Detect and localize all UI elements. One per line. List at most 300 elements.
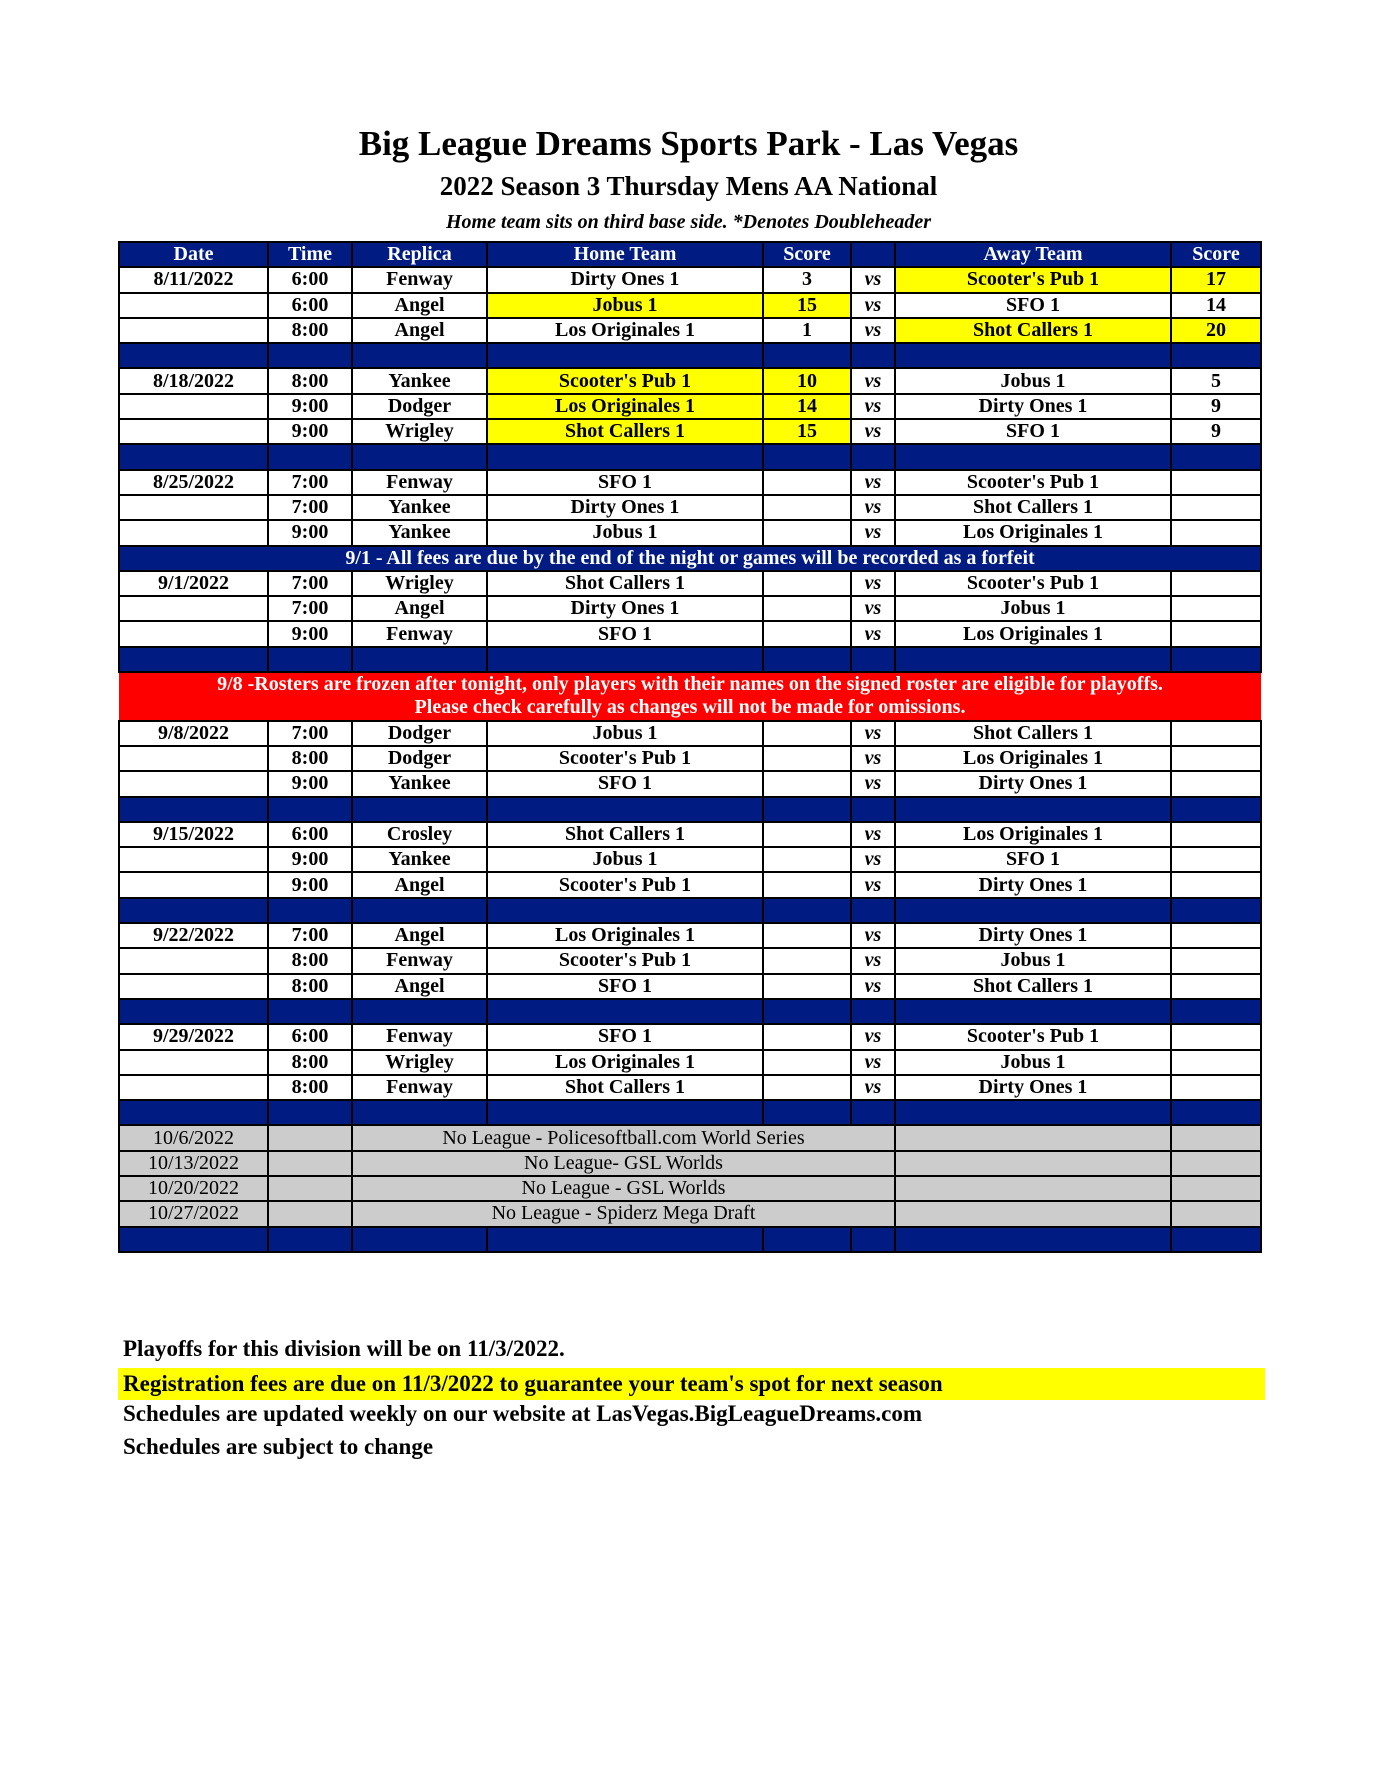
page-subtitle: 2022 Season 3 Thursday Mens AA National [439, 171, 938, 201]
separator-cell [268, 999, 352, 1024]
column-header-home-team: Home Team [487, 242, 763, 267]
away-team: Dirty Ones 1 [895, 923, 1171, 948]
week-separator-row [119, 444, 1261, 469]
game-date [119, 621, 268, 646]
away-team: Los Originales 1 [895, 621, 1171, 646]
registration-note: Registration fees are due on 11/3/2022 to guarantee your team's spot for next season [118, 1368, 1265, 1400]
separator-cell [352, 1100, 487, 1125]
fees-notice-row [119, 546, 1261, 571]
separator-cell [268, 797, 352, 822]
game-row [119, 771, 1261, 796]
week-separator-row [119, 999, 1261, 1024]
home-team: SFO 1 [487, 974, 763, 999]
website-note-text: Schedules are updated weekly on our website at LasVegas.BigLeagueDreams.com [123, 1401, 923, 1426]
game-time: 6:00 [268, 293, 352, 318]
away-score: 20 [1171, 318, 1261, 343]
separator-cell [895, 999, 1171, 1024]
separator-cell [119, 444, 268, 469]
home-score [763, 822, 851, 847]
home-score [763, 520, 851, 545]
separator-cell [1171, 647, 1261, 672]
game-time: 9:00 [268, 520, 352, 545]
separator-cell [487, 343, 763, 368]
separator-cell [895, 444, 1171, 469]
column-header-away-team: Away Team [895, 242, 1171, 267]
separator-cell [1171, 999, 1261, 1024]
versus-label: vs [851, 948, 895, 973]
separator-cell [851, 1227, 895, 1252]
separator-cell [487, 797, 763, 822]
game-date: 9/22/2022 [119, 923, 268, 948]
away-score [1171, 571, 1261, 596]
game-replica-field: Fenway [352, 267, 487, 292]
home-team: Los Originales 1 [487, 318, 763, 343]
away-score [1171, 621, 1261, 646]
game-time: 7:00 [268, 923, 352, 948]
game-time: 8:00 [268, 1050, 352, 1075]
week-separator-row [119, 1100, 1261, 1125]
game-row [119, 1075, 1261, 1100]
away-score [1171, 872, 1261, 897]
game-replica-field: Angel [352, 318, 487, 343]
game-row [119, 621, 1261, 646]
roster-notice: Please check carefully as changes will not be made for omissions. [119, 696, 1261, 720]
game-time: 7:00 [268, 470, 352, 495]
versus-label: vs [851, 1075, 895, 1100]
home-score [763, 771, 851, 796]
game-row [119, 948, 1261, 973]
game-replica-field: Fenway [352, 470, 487, 495]
away-team: Los Originales 1 [895, 822, 1171, 847]
away-team: SFO 1 [895, 419, 1171, 444]
game-date [119, 847, 268, 872]
home-team: Shot Callers 1 [487, 571, 763, 596]
game-time: 8:00 [268, 318, 352, 343]
away-score [1171, 771, 1261, 796]
separator-cell [487, 898, 763, 923]
game-row [119, 571, 1261, 596]
away-team: Dirty Ones 1 [895, 1075, 1171, 1100]
roster-notice-row [119, 672, 1261, 696]
away-team: SFO 1 [895, 847, 1171, 872]
no-league-time [268, 1201, 352, 1226]
separator-cell [851, 898, 895, 923]
separator-cell [851, 999, 895, 1024]
versus-label: vs [851, 621, 895, 646]
home-team: Dirty Ones 1 [487, 495, 763, 520]
separator-cell [895, 898, 1171, 923]
column-header-time: Time [268, 242, 352, 267]
separator-cell [352, 898, 487, 923]
game-date [119, 596, 268, 621]
separator-cell [268, 1100, 352, 1125]
separator-cell [487, 1227, 763, 1252]
home-score: 10 [763, 368, 851, 393]
game-row [119, 1050, 1261, 1075]
separator-cell [487, 1100, 763, 1125]
separator-cell [763, 343, 851, 368]
home-team: Scooter's Pub 1 [487, 368, 763, 393]
separator-cell [352, 343, 487, 368]
game-replica-field: Fenway [352, 948, 487, 973]
no-league-time [268, 1125, 352, 1150]
separator-cell [119, 898, 268, 923]
separator-cell [1171, 1100, 1261, 1125]
away-score: 17 [1171, 267, 1261, 292]
home-team: Los Originales 1 [487, 1050, 763, 1075]
home-team: Scooter's Pub 1 [487, 948, 763, 973]
column-header-vs [851, 242, 895, 267]
separator-cell [119, 797, 268, 822]
home-team: SFO 1 [487, 1024, 763, 1049]
game-time: 9:00 [268, 771, 352, 796]
separator-cell [895, 797, 1171, 822]
fees-notice: 9/1 - All fees are due by the end of the night or games will be recorded as a forfeit [119, 546, 1261, 571]
game-replica-field: Wrigley [352, 571, 487, 596]
versus-label: vs [851, 470, 895, 495]
game-replica-field: Yankee [352, 520, 487, 545]
home-team: Dirty Ones 1 [487, 596, 763, 621]
column-header-date: Date [119, 242, 268, 267]
playoffs-note [118, 1336, 1260, 1362]
away-team: Jobus 1 [895, 596, 1171, 621]
home-team: Scooter's Pub 1 [487, 746, 763, 771]
home-team: SFO 1 [487, 771, 763, 796]
game-date [119, 746, 268, 771]
game-row [119, 746, 1261, 771]
away-score: 9 [1171, 394, 1261, 419]
separator-cell [763, 898, 851, 923]
game-time: 9:00 [268, 394, 352, 419]
versus-label: vs [851, 847, 895, 872]
home-team: SFO 1 [487, 621, 763, 646]
game-replica-field: Fenway [352, 1024, 487, 1049]
website-note [118, 1401, 1260, 1427]
separator-cell [1171, 797, 1261, 822]
home-team: Jobus 1 [487, 721, 763, 746]
roster-notice-row [119, 696, 1261, 720]
away-team: Dirty Ones 1 [895, 771, 1171, 796]
separator-cell [352, 444, 487, 469]
home-score [763, 495, 851, 520]
week-separator-row [119, 1227, 1261, 1252]
away-score [1171, 847, 1261, 872]
no-league-away [895, 1125, 1171, 1150]
game-time: 6:00 [268, 1024, 352, 1049]
home-score [763, 721, 851, 746]
no-league-date: 10/6/2022 [119, 1125, 268, 1150]
away-score [1171, 1050, 1261, 1075]
separator-cell [119, 647, 268, 672]
away-team: Scooter's Pub 1 [895, 470, 1171, 495]
game-time: 8:00 [268, 368, 352, 393]
game-time: 9:00 [268, 847, 352, 872]
no-league-text: No League- GSL Worlds [352, 1151, 895, 1176]
no-league-date: 10/13/2022 [119, 1151, 268, 1176]
game-date: 9/29/2022 [119, 1024, 268, 1049]
home-team: Jobus 1 [487, 847, 763, 872]
game-replica-field: Wrigley [352, 419, 487, 444]
game-replica-field: Dodger [352, 394, 487, 419]
versus-label: vs [851, 571, 895, 596]
versus-label: vs [851, 721, 895, 746]
away-team: SFO 1 [895, 293, 1171, 318]
no-league-row [119, 1176, 1261, 1201]
column-header-replica: Replica [352, 242, 487, 267]
game-time: 7:00 [268, 571, 352, 596]
week-separator-row [119, 343, 1261, 368]
game-date [119, 771, 268, 796]
page-note: Home team sits on third base side. *Denotes Doubleheader [446, 211, 931, 233]
home-team: Scooter's Pub 1 [487, 872, 763, 897]
game-date: 9/8/2022 [119, 721, 268, 746]
separator-cell [895, 647, 1171, 672]
game-row [119, 318, 1261, 343]
away-score [1171, 596, 1261, 621]
separator-cell [851, 1100, 895, 1125]
game-date [119, 520, 268, 545]
away-score [1171, 1075, 1261, 1100]
no-league-text: No League - Policesoftball.com World Series [352, 1125, 895, 1150]
versus-label: vs [851, 318, 895, 343]
game-row [119, 822, 1261, 847]
game-row [119, 267, 1261, 292]
game-time: 6:00 [268, 822, 352, 847]
game-row [119, 721, 1261, 746]
separator-cell [763, 1100, 851, 1125]
game-date: 9/15/2022 [119, 822, 268, 847]
game-date [119, 974, 268, 999]
home-score [763, 1024, 851, 1049]
versus-label: vs [851, 822, 895, 847]
separator-cell [763, 999, 851, 1024]
game-date [119, 1075, 268, 1100]
game-replica-field: Angel [352, 974, 487, 999]
game-replica-field: Angel [352, 293, 487, 318]
away-team: Jobus 1 [895, 948, 1171, 973]
away-team: Shot Callers 1 [895, 495, 1171, 520]
game-date [119, 419, 268, 444]
away-score [1171, 721, 1261, 746]
game-date: 8/11/2022 [119, 267, 268, 292]
game-date [119, 1050, 268, 1075]
game-date: 9/1/2022 [119, 571, 268, 596]
separator-cell [1171, 1227, 1261, 1252]
away-score: 9 [1171, 419, 1261, 444]
away-team: Shot Callers 1 [895, 721, 1171, 746]
away-team: Scooter's Pub 1 [895, 267, 1171, 292]
away-score [1171, 974, 1261, 999]
away-team: Dirty Ones 1 [895, 872, 1171, 897]
versus-label: vs [851, 267, 895, 292]
game-row [119, 974, 1261, 999]
home-score [763, 974, 851, 999]
game-replica-field: Dodger [352, 721, 487, 746]
home-team: SFO 1 [487, 470, 763, 495]
game-date [119, 948, 268, 973]
home-score: 1 [763, 318, 851, 343]
home-score: 14 [763, 394, 851, 419]
home-team: Jobus 1 [487, 293, 763, 318]
versus-label: vs [851, 923, 895, 948]
away-team: Scooter's Pub 1 [895, 571, 1171, 596]
roster-notice: 9/8 -Rosters are frozen after tonight, only players with their names on the signed roster are eligible for playoffs. [119, 672, 1261, 696]
game-replica-field: Angel [352, 923, 487, 948]
no-league-row [119, 1201, 1261, 1226]
game-replica-field: Crosley [352, 822, 487, 847]
playoffs-note-text: Playoffs for this division will be on 11/3/2022. [123, 1336, 565, 1361]
no-league-away [895, 1176, 1171, 1201]
game-time: 8:00 [268, 746, 352, 771]
home-score [763, 923, 851, 948]
separator-cell [851, 343, 895, 368]
separator-cell [268, 343, 352, 368]
home-score [763, 1075, 851, 1100]
game-replica-field: Angel [352, 596, 487, 621]
away-team: Jobus 1 [895, 368, 1171, 393]
game-row [119, 596, 1261, 621]
home-team: Shot Callers 1 [487, 822, 763, 847]
game-replica-field: Yankee [352, 771, 487, 796]
away-score [1171, 923, 1261, 948]
separator-cell [1171, 898, 1261, 923]
versus-label: vs [851, 419, 895, 444]
versus-label: vs [851, 495, 895, 520]
separator-cell [268, 647, 352, 672]
no-league-date: 10/27/2022 [119, 1201, 268, 1226]
game-date [119, 872, 268, 897]
separator-cell [119, 1100, 268, 1125]
no-league-away [895, 1151, 1171, 1176]
week-separator-row [119, 797, 1261, 822]
game-time: 9:00 [268, 419, 352, 444]
versus-label: vs [851, 1024, 895, 1049]
game-time: 8:00 [268, 948, 352, 973]
away-score [1171, 822, 1261, 847]
home-score [763, 596, 851, 621]
change-note [118, 1434, 1260, 1460]
game-replica-field: Fenway [352, 1075, 487, 1100]
game-time: 7:00 [268, 495, 352, 520]
game-row [119, 394, 1261, 419]
no-league-date: 10/20/2022 [119, 1176, 268, 1201]
away-score [1171, 495, 1261, 520]
versus-label: vs [851, 771, 895, 796]
away-score [1171, 1024, 1261, 1049]
separator-cell [851, 647, 895, 672]
no-league-score [1171, 1125, 1261, 1150]
away-score [1171, 520, 1261, 545]
home-score [763, 847, 851, 872]
separator-cell [487, 647, 763, 672]
game-time: 7:00 [268, 596, 352, 621]
no-league-time [268, 1176, 352, 1201]
versus-label: vs [851, 596, 895, 621]
change-note-text: Schedules are subject to change [123, 1434, 434, 1459]
versus-label: vs [851, 974, 895, 999]
separator-cell [268, 1227, 352, 1252]
versus-label: vs [851, 368, 895, 393]
separator-cell [895, 343, 1171, 368]
game-date: 8/25/2022 [119, 470, 268, 495]
separator-cell [763, 1227, 851, 1252]
home-team: Los Originales 1 [487, 394, 763, 419]
separator-cell [487, 444, 763, 469]
versus-label: vs [851, 394, 895, 419]
no-league-score [1171, 1151, 1261, 1176]
separator-cell [1171, 444, 1261, 469]
home-score: 3 [763, 267, 851, 292]
game-row [119, 293, 1261, 318]
away-team: Dirty Ones 1 [895, 394, 1171, 419]
schedule-table [118, 241, 1262, 1253]
game-date [119, 293, 268, 318]
home-score [763, 621, 851, 646]
separator-cell [352, 1227, 487, 1252]
page-title: Big League Dreams Sports Park - Las Vegas [358, 124, 1019, 163]
game-row [119, 923, 1261, 948]
home-team: Jobus 1 [487, 520, 763, 545]
versus-label: vs [851, 293, 895, 318]
no-league-score [1171, 1176, 1261, 1201]
away-team: Shot Callers 1 [895, 318, 1171, 343]
game-replica-field: Yankee [352, 368, 487, 393]
game-row [119, 495, 1261, 520]
schedule-body [119, 267, 1261, 1252]
away-team: Los Originales 1 [895, 746, 1171, 771]
separator-cell [352, 999, 487, 1024]
game-date [119, 394, 268, 419]
home-score [763, 470, 851, 495]
game-row [119, 419, 1261, 444]
no-league-away [895, 1201, 1171, 1226]
separator-cell [268, 898, 352, 923]
separator-cell [352, 647, 487, 672]
separator-cell [763, 797, 851, 822]
home-team: Shot Callers 1 [487, 1075, 763, 1100]
game-row [119, 368, 1261, 393]
versus-label: vs [851, 520, 895, 545]
home-score [763, 746, 851, 771]
separator-cell [119, 343, 268, 368]
game-time: 7:00 [268, 721, 352, 746]
separator-cell [119, 1227, 268, 1252]
game-row [119, 872, 1261, 897]
game-replica-field: Dodger [352, 746, 487, 771]
game-date [119, 495, 268, 520]
separator-cell [487, 999, 763, 1024]
home-team: Los Originales 1 [487, 923, 763, 948]
away-score: 5 [1171, 368, 1261, 393]
away-score [1171, 948, 1261, 973]
no-league-time [268, 1151, 352, 1176]
game-replica-field: Yankee [352, 495, 487, 520]
schedule-header-row [119, 242, 1261, 267]
no-league-row [119, 1151, 1261, 1176]
game-row [119, 470, 1261, 495]
home-team: Dirty Ones 1 [487, 267, 763, 292]
game-time: 9:00 [268, 621, 352, 646]
separator-cell [119, 999, 268, 1024]
game-row [119, 847, 1261, 872]
away-team: Los Originales 1 [895, 520, 1171, 545]
away-score: 14 [1171, 293, 1261, 318]
game-replica-field: Wrigley [352, 1050, 487, 1075]
game-replica-field: Fenway [352, 621, 487, 646]
home-score: 15 [763, 419, 851, 444]
home-score [763, 1050, 851, 1075]
separator-cell [851, 444, 895, 469]
